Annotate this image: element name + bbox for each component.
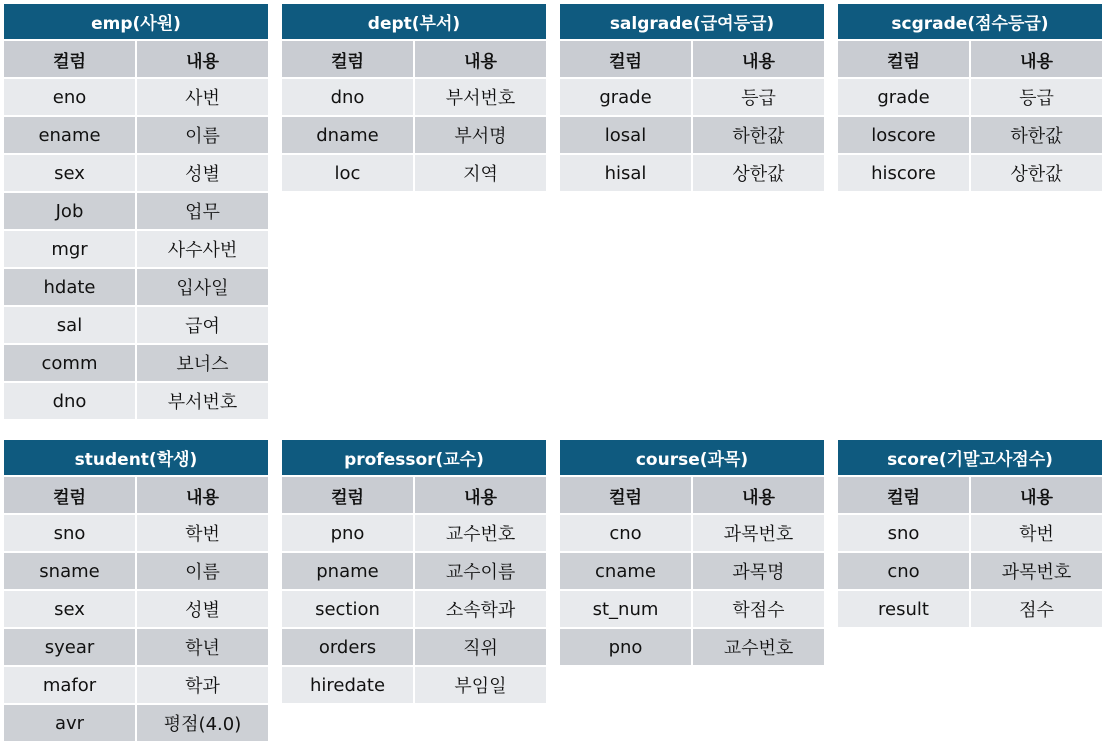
column-desc-cell: 부서명 (414, 116, 547, 154)
column-desc-cell: 등급 (970, 78, 1103, 116)
table-1 (281, 3, 547, 192)
column-desc-cell: 학번 (136, 514, 269, 552)
table-row (559, 116, 825, 154)
column-desc-cell: 보너스 (136, 344, 269, 382)
column-desc-cell: 업무 (136, 192, 269, 230)
table-row (837, 552, 1103, 590)
column-header-name: 컬럼 (3, 476, 136, 514)
table-row (837, 154, 1103, 192)
table-7 (837, 439, 1103, 628)
table-row (3, 192, 269, 230)
column-desc-cell: 학번 (970, 514, 1103, 552)
table-row (3, 268, 269, 306)
column-desc-cell: 과목번호 (692, 514, 825, 552)
column-name-cell: orders (281, 628, 414, 666)
column-header-desc: 내용 (136, 476, 269, 514)
table-row (3, 230, 269, 268)
table-row (837, 78, 1103, 116)
column-name-cell: dno (281, 78, 414, 116)
column-desc-cell: 부서번호 (136, 382, 269, 420)
column-desc-cell: 학점수 (692, 590, 825, 628)
table-3 (837, 3, 1103, 192)
column-name-cell: avr (3, 704, 136, 742)
column-name-cell: st_num (559, 590, 692, 628)
column-name-cell: syear (3, 628, 136, 666)
column-desc-cell: 교수이름 (414, 552, 547, 590)
column-name-cell: pno (559, 628, 692, 666)
table-row (559, 78, 825, 116)
table-title: student(학생) (3, 439, 269, 476)
table-row (3, 552, 269, 590)
column-desc-cell: 과목번호 (970, 552, 1103, 590)
table-row (281, 154, 547, 192)
column-header-desc: 내용 (970, 40, 1103, 78)
column-name-cell: ename (3, 116, 136, 154)
column-desc-cell: 점수 (970, 590, 1103, 628)
column-name-cell: result (837, 590, 970, 628)
table-row (281, 628, 547, 666)
table-row (559, 590, 825, 628)
column-name-cell: comm (3, 344, 136, 382)
column-desc-cell: 평점(4.0) (136, 704, 269, 742)
column-name-cell: losal (559, 116, 692, 154)
table-row (281, 552, 547, 590)
table-title: scgrade(점수등급) (837, 3, 1103, 40)
column-name-cell: sal (3, 306, 136, 344)
table-row (3, 382, 269, 420)
column-name-cell: eno (3, 78, 136, 116)
column-desc-cell: 교수번호 (414, 514, 547, 552)
column-desc-cell: 상한값 (970, 154, 1103, 192)
column-name-cell: section (281, 590, 414, 628)
column-name-cell: grade (837, 78, 970, 116)
column-desc-cell: 과목명 (692, 552, 825, 590)
column-header-desc: 내용 (692, 40, 825, 78)
column-desc-cell: 사수사번 (136, 230, 269, 268)
table-title: professor(교수) (281, 439, 547, 476)
table-row (837, 116, 1103, 154)
table-row (3, 514, 269, 552)
column-desc-cell: 성별 (136, 154, 269, 192)
table-row (3, 590, 269, 628)
column-name-cell: sname (3, 552, 136, 590)
column-name-cell: sno (837, 514, 970, 552)
table-row (281, 666, 547, 704)
column-name-cell: mgr (3, 230, 136, 268)
column-header-desc: 내용 (970, 476, 1103, 514)
column-name-cell: hiredate (281, 666, 414, 704)
column-header-name: 컬럼 (281, 476, 414, 514)
column-name-cell: loscore (837, 116, 970, 154)
table-row (559, 628, 825, 666)
column-header-name: 컬럼 (559, 40, 692, 78)
table-row (281, 590, 547, 628)
column-desc-cell: 이름 (136, 552, 269, 590)
column-header-name: 컬럼 (837, 40, 970, 78)
column-header-name: 컬럼 (3, 40, 136, 78)
table-title: salgrade(급여등급) (559, 3, 825, 40)
table-row (281, 78, 547, 116)
table-row (3, 78, 269, 116)
table-row (837, 590, 1103, 628)
column-name-cell: dname (281, 116, 414, 154)
column-desc-cell: 하한값 (692, 116, 825, 154)
table-title: dept(부서) (281, 3, 547, 40)
table-row (559, 514, 825, 552)
column-desc-cell: 사번 (136, 78, 269, 116)
column-name-cell: hdate (3, 268, 136, 306)
column-desc-cell: 부서번호 (414, 78, 547, 116)
table-0 (3, 3, 269, 420)
table-4 (3, 439, 269, 742)
column-header-desc: 내용 (414, 40, 547, 78)
table-row (559, 552, 825, 590)
table-row (3, 306, 269, 344)
column-name-cell: Job (3, 192, 136, 230)
column-name-cell: cno (837, 552, 970, 590)
column-desc-cell: 학년 (136, 628, 269, 666)
column-name-cell: loc (281, 154, 414, 192)
column-desc-cell: 입사일 (136, 268, 269, 306)
table-title: score(기말고사점수) (837, 439, 1103, 476)
column-header-name: 컬럼 (837, 476, 970, 514)
table-row (559, 154, 825, 192)
column-name-cell: sno (3, 514, 136, 552)
column-name-cell: cno (559, 514, 692, 552)
table-row (3, 628, 269, 666)
column-name-cell: sex (3, 590, 136, 628)
table-5 (281, 439, 547, 704)
column-desc-cell: 급여 (136, 306, 269, 344)
column-name-cell: cname (559, 552, 692, 590)
column-header-name: 컬럼 (559, 476, 692, 514)
table-row (3, 666, 269, 704)
column-name-cell: hiscore (837, 154, 970, 192)
table-row (281, 116, 547, 154)
column-desc-cell: 부임일 (414, 666, 547, 704)
column-name-cell: grade (559, 78, 692, 116)
column-desc-cell: 직위 (414, 628, 547, 666)
table-6 (559, 439, 825, 666)
table-title: emp(사원) (3, 3, 269, 40)
column-desc-cell: 하한값 (970, 116, 1103, 154)
column-name-cell: pno (281, 514, 414, 552)
table-title: course(과목) (559, 439, 825, 476)
column-name-cell: pname (281, 552, 414, 590)
column-name-cell: hisal (559, 154, 692, 192)
column-header-name: 컬럼 (281, 40, 414, 78)
column-header-desc: 내용 (692, 476, 825, 514)
column-header-desc: 내용 (136, 40, 269, 78)
column-header-desc: 내용 (414, 476, 547, 514)
column-desc-cell: 학과 (136, 666, 269, 704)
column-name-cell: dno (3, 382, 136, 420)
column-desc-cell: 지역 (414, 154, 547, 192)
table-row (3, 704, 269, 742)
table-2 (559, 3, 825, 192)
table-row (3, 344, 269, 382)
column-name-cell: sex (3, 154, 136, 192)
column-desc-cell: 교수번호 (692, 628, 825, 666)
table-row (837, 514, 1103, 552)
column-name-cell: mafor (3, 666, 136, 704)
column-desc-cell: 성별 (136, 590, 269, 628)
column-desc-cell: 소속학과 (414, 590, 547, 628)
table-row (281, 514, 547, 552)
column-desc-cell: 등급 (692, 78, 825, 116)
column-desc-cell: 이름 (136, 116, 269, 154)
table-row (3, 154, 269, 192)
column-desc-cell: 상한값 (692, 154, 825, 192)
table-row (3, 116, 269, 154)
